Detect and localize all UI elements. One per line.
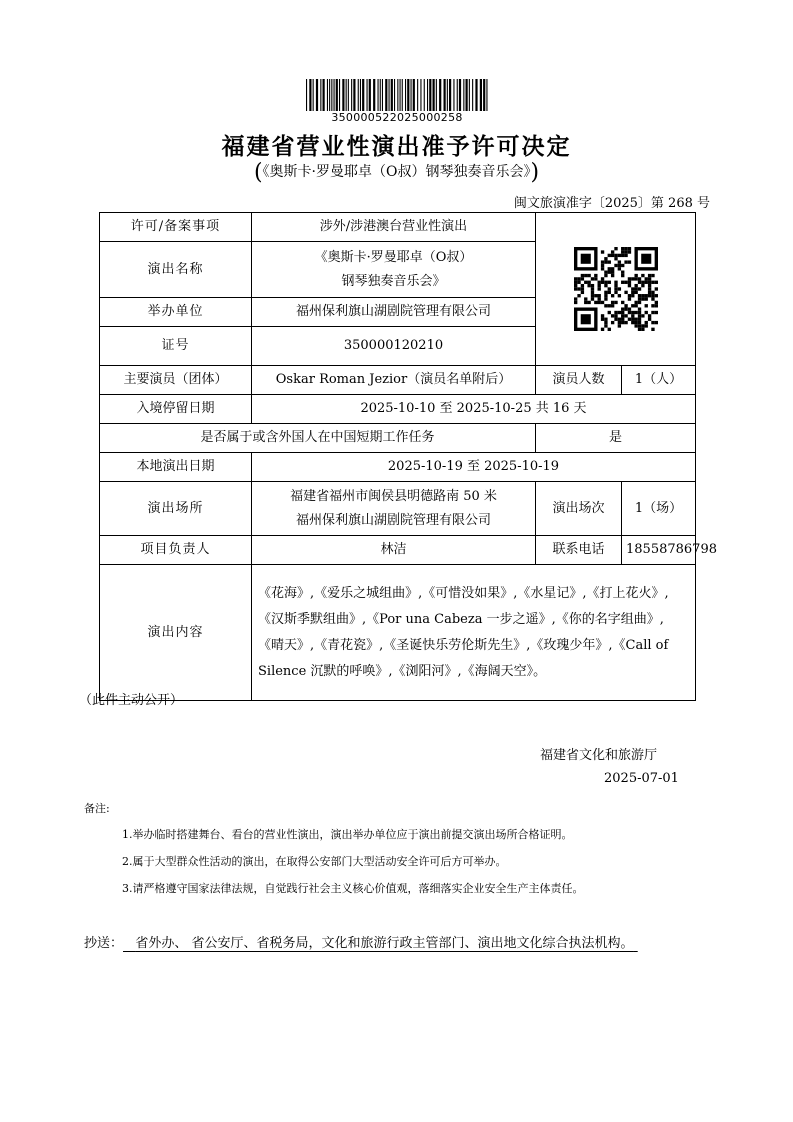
sessions-value: 1（场） xyxy=(622,482,696,536)
work-task-value: 是 xyxy=(536,424,696,453)
barcode-icon xyxy=(304,79,490,111)
work-task-label: 是否属于或含外国人在中国短期工作任务 xyxy=(100,424,536,453)
performer-label: 主要演员（团体） xyxy=(100,366,252,395)
issue-date: 2025-07-01 xyxy=(604,771,679,786)
remark-item: 1.举办临时搭建舞台、看台的营业性演出，演出举办单位应于演出前提交演出场所合格证明。 xyxy=(122,828,573,841)
barcode-number: 350000522025000258 xyxy=(331,111,463,124)
performer-count-value: 1（人） xyxy=(622,366,696,395)
stay-dates-label: 入境停留日期 xyxy=(100,395,252,424)
venue-line2: 福州保利旗山湖剧院管理有限公司 xyxy=(295,512,491,528)
cc-block xyxy=(84,930,714,957)
permit-type-label: 许可/备案事项 xyxy=(100,213,252,242)
issuer: 福建省文化和旅游厅 xyxy=(540,748,658,763)
content-label: 演出内容 xyxy=(100,565,252,701)
cc-recipients xyxy=(123,936,638,951)
remarks-label: 备注: xyxy=(84,802,110,815)
permit-table xyxy=(99,212,717,701)
sessions-label: 演出场次 xyxy=(536,482,622,536)
permit-type-value: 涉外/涉港澳台营业性演出 xyxy=(252,213,536,242)
performer-value: Oskar Roman Jezior（演员名单附后） xyxy=(252,366,536,395)
remark-item: 3.请严格遵守国家法律法规，自觉践行社会主义核心价值观，落细落实企业安全生产主体责任。 xyxy=(122,882,584,895)
document-number: 闽文旅演准字〔2025〕第 268 号 xyxy=(513,196,710,211)
qr-code-icon xyxy=(574,247,658,331)
organizer-label: 举办单位 xyxy=(100,298,252,327)
show-name-value xyxy=(252,242,536,298)
show-name-line1: 《奥斯卡·罗曼耶卓（O叔） xyxy=(314,249,473,265)
content-value: 《花海》,《爱乐之城组曲》,《可惜没如果》,《水星记》,《打上花火》,《汉斯季默组曲》,《Por una Cabeza 一步之遥》,《你的名字组曲》,《晴天》,《青花瓷》,《圣诞快乐劳伦斯先生》,《玫瑰少年》,《Call of Silence 沉默的呼唤》,《浏阳河》,《海阔天空》。 xyxy=(252,565,696,701)
subtitle-text: 《奥斯卡·罗曼耶卓（O叔）钢琴独奏音乐会》 xyxy=(262,164,531,180)
cc-label: 抄送： xyxy=(84,936,124,951)
venue-value xyxy=(252,482,536,536)
show-name-label: 演出名称 xyxy=(100,242,252,298)
phone-value: 18558786798 xyxy=(622,536,696,565)
organizer-value: 福州保利旗山湖剧院管理有限公司 xyxy=(252,298,536,327)
show-name-line2: 钢琴独奏音乐会》 xyxy=(341,273,446,289)
performer-count-label: 演员人数 xyxy=(536,366,622,395)
venue-label: 演出场所 xyxy=(100,482,252,536)
document-subtitle: (《奥斯卡·罗曼耶卓（O叔）钢琴独奏音乐会》) xyxy=(253,160,540,185)
phone-label: 联系电话 xyxy=(536,536,622,565)
local-date-value: 2025-10-19 至 2025-10-19 xyxy=(252,453,696,482)
stay-dates-value: 2025-10-10 至 2025-10-25 共 16 天 xyxy=(252,395,696,424)
venue-line1: 福建省福州市闽侯县明德路南 50 米 xyxy=(290,488,497,504)
local-date-label: 本地演出日期 xyxy=(100,453,252,482)
remark-item: 2.属于大型群众性活动的演出，在取得公安部门大型活动安全许可后方可举办。 xyxy=(122,855,507,868)
license-label: 证号 xyxy=(100,327,252,366)
qr-cell xyxy=(536,213,696,366)
document-title: 福建省营业性演出准予许可决定 xyxy=(221,134,572,160)
cc-text: 省外办、 省公安厅、省税务局，文化和旅游行政主管部门、演出地文化综合执法机构。 xyxy=(135,936,634,951)
manager-value: 林洁 xyxy=(252,536,536,565)
public-note: （此件主动公开） xyxy=(79,693,184,708)
license-value: 350000120210 xyxy=(252,327,536,366)
manager-label: 项目负责人 xyxy=(100,536,252,565)
